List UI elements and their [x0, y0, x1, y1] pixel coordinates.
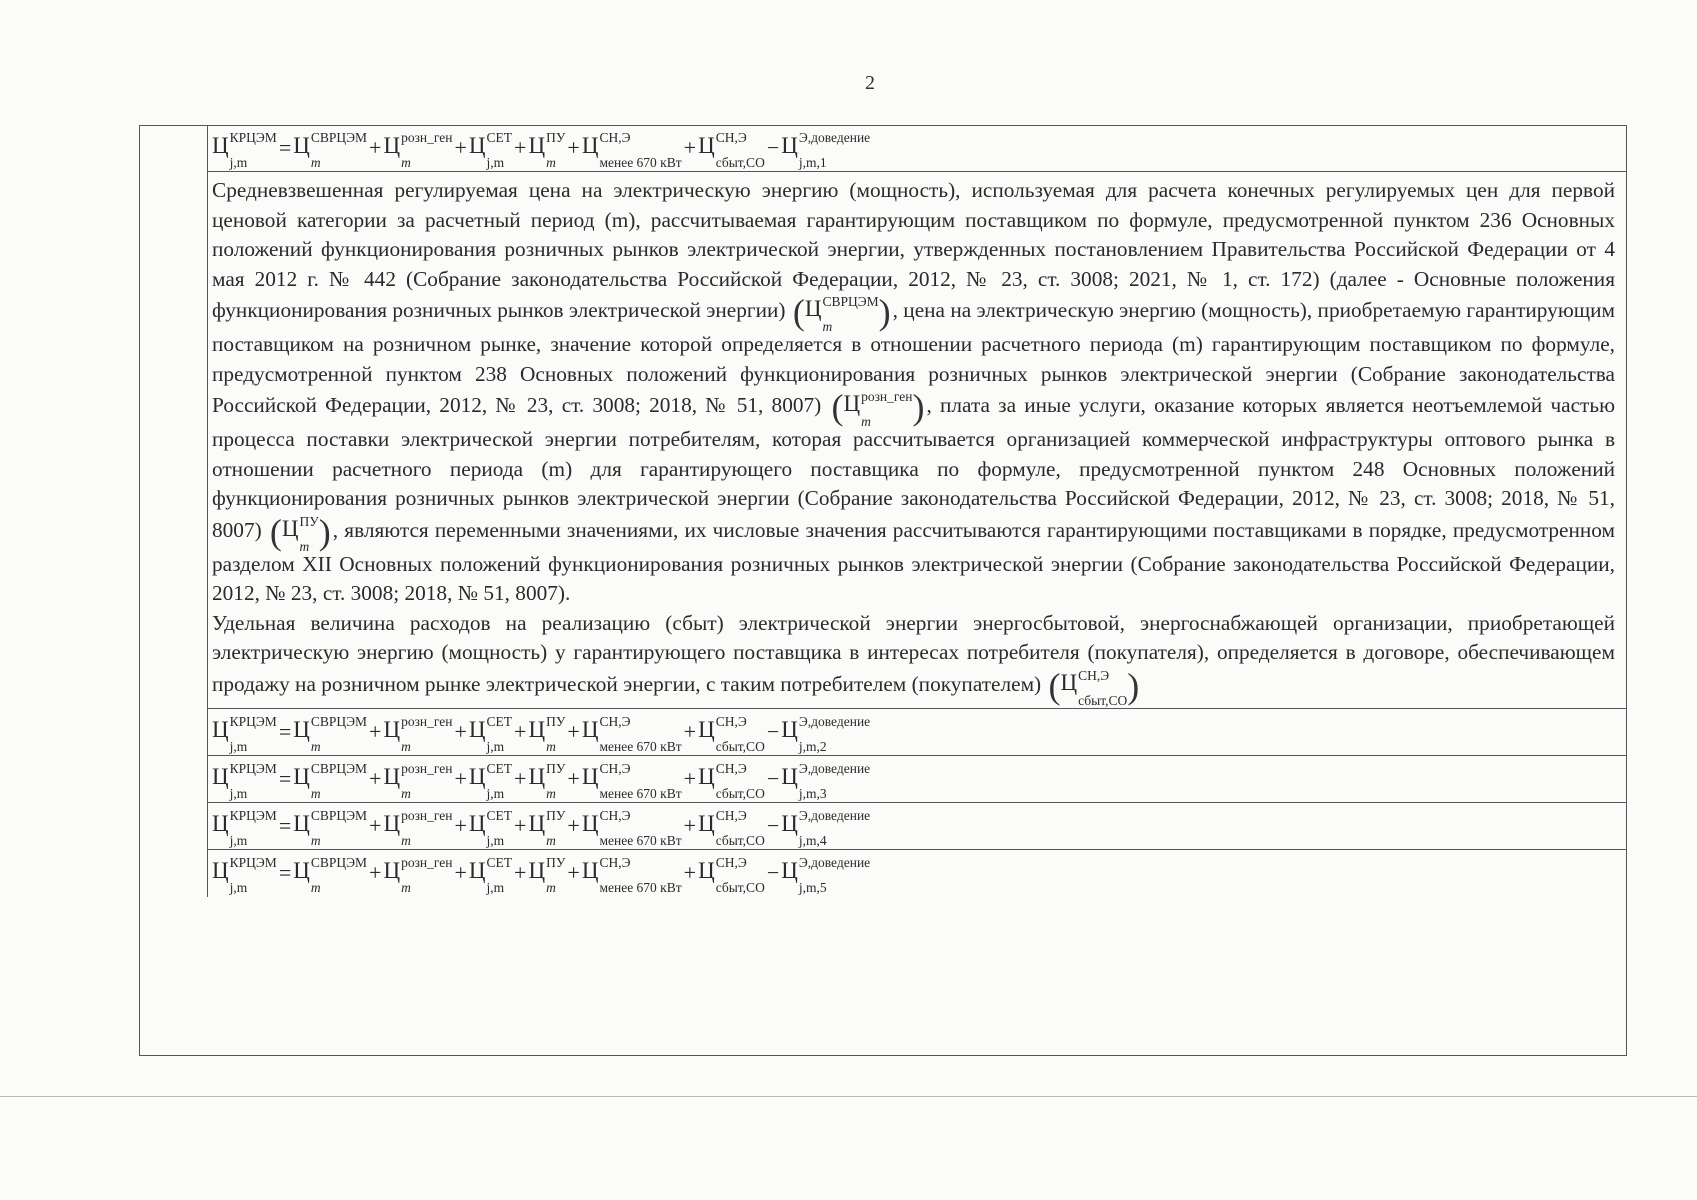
formula-term-set: Ц СЕТ j,m: [468, 807, 513, 848]
formula-term-svrcem: Ц СВРЦЭМ m: [293, 713, 368, 754]
formula-lhs: Ц КРЦЭМ j,m: [212, 713, 277, 754]
symbol-rozn-gen: (Ц розн_ген m ): [831, 387, 925, 429]
formula-term-sn-sbyt: Ц СН,Э сбыт,СО: [698, 855, 765, 895]
formula-row-3: [208, 756, 1627, 803]
formula-term-sn-670: Ц СН,Э менее 670 кВт: [581, 130, 682, 170]
description-paragraph-2: [212, 609, 1615, 708]
desc-text-c: , плата за иные услуги, оказание которых является неотъемлемой частью процесса поставки электрической энергии потребителям, которая рассчитывается организацией коммерческой инфраструктуры оптового рынка в отношении расчетного периода (m) для гарантирующего поставщика по формуле, предусмотренной пунктом 248 Основных положений функционирования розничных рынков электрической энергии (Собрание законодательства Российской Федерации, 2012, № 23, ст. 3008; 2018, № 51, 8007): [212, 392, 1615, 542]
formula-column: [207, 125, 1627, 897]
formula: Ц КРЦЭМ j,m = Ц СВРЦЭМ m + Ц розн_ген m + Ц СЕТ j,m + Ц ПУ m + Ц СН,Э менее 670 кВт + Ц СН,Э сбыт,СО − Ц Э,доведение j,m,5: [212, 855, 871, 895]
formula-term-set: Ц СЕТ j,m: [468, 713, 513, 754]
formula-term-rozn-gen: Ц розн_ген m: [383, 855, 453, 895]
formula-term-pu: Ц ПУ m: [528, 713, 566, 754]
symbol-svrcem: (Ц СВРЦЭМ m ): [792, 292, 891, 334]
formula-row-2: [208, 709, 1627, 756]
desc-text-p2: Удельная величина расходов на реализацию (сбыт) электрической энергии энергосбытовой, энергоснабжающей организации, приобретающей электрическую энергию (мощность) у гарантирующего поставщика в интересах потребителя (покупателя), определяется в договоре, обеспечивающем продажу на розничном рынке электрической энергии, с таким потребителем (покупателем): [212, 610, 1615, 696]
formula-term-rozn-gen: Ц розн_ген m: [383, 807, 453, 848]
desc-text-a: Средневзвешенная регулируемая цена на электрическую энергию (мощность), используемая для расчета конечных регулируемых цен для первой ценовой категории за расчетный период (m), рассчитываемая гарантирующим поставщиком по формуле, предусмотренной пунктом 236 Основных положений функционирования розничных рынков электрической энергии, утвержденных постановлением Правительства Российской Федерации от 4 мая 2012 г. № 442 (Собрание законодательства Российской Федерации, 2012, № 23, ст. 3008; 2021, № 1, ст. 172) (далее - Основные положения функционирования розничных рынков электрической энергии): [212, 178, 1615, 322]
formula: Ц КРЦЭМ j,m = Ц СВРЦЭМ m + Ц розн_ген m + Ц СЕТ j,m + Ц ПУ m + Ц СН,Э менее 670 кВт + Ц СН,Э сбыт,СО − Ц Э,доведение j,m,1: [212, 130, 871, 170]
formula-term-sn-670: Ц СН,Э менее 670 кВт: [581, 713, 682, 754]
formula: Ц КРЦЭМ j,m = Ц СВРЦЭМ m + Ц розн_ген m + Ц СЕТ j,m + Ц ПУ m + Ц СН,Э менее 670 кВт + Ц СН,Э сбыт,СО − Ц Э,доведение j,m,2: [212, 713, 871, 754]
formula-term-dovedenie: Ц Э,доведение j,m,3: [781, 760, 871, 801]
formula-row-1: [208, 125, 1627, 172]
symbol-sn-sbyt: (Ц СН,Э сбыт,СО ): [1048, 665, 1140, 708]
formula-term-svrcem: Ц СВРЦЭМ m: [293, 130, 368, 170]
formula-row-5: [208, 850, 1627, 897]
formula-term-dovedenie: Ц Э,доведение j,m,4: [781, 807, 871, 848]
formula-term-sn-sbyt: Ц СН,Э сбыт,СО: [698, 713, 765, 754]
formula-term-svrcem: Ц СВРЦЭМ m: [293, 855, 368, 895]
formula-term-rozn-gen: Ц розн_ген m: [383, 130, 453, 170]
formula-term-pu: Ц ПУ m: [528, 807, 566, 848]
formula: Ц КРЦЭМ j,m = Ц СВРЦЭМ m + Ц розн_ген m + Ц СЕТ j,m + Ц ПУ m + Ц СН,Э менее 670 кВт + Ц СН,Э сбыт,СО − Ц Э,доведение j,m,4: [212, 807, 871, 848]
formula-term-sn-sbyt: Ц СН,Э сбыт,СО: [698, 807, 765, 848]
page-number: 2: [865, 72, 875, 94]
formula-term-sn-670: Ц СН,Э менее 670 кВт: [581, 807, 682, 848]
formula-term-dovedenie: Ц Э,доведение j,m,1: [781, 130, 871, 170]
formula-term-set: Ц СЕТ j,m: [468, 760, 513, 801]
formula-lhs: Ц КРЦЭМ j,m: [212, 130, 277, 170]
formula: Ц КРЦЭМ j,m = Ц СВРЦЭМ m + Ц розн_ген m + Ц СЕТ j,m + Ц ПУ m + Ц СН,Э менее 670 кВт + Ц СН,Э сбыт,СО − Ц Э,доведение j,m,3: [212, 760, 871, 801]
formula-term-rozn-gen: Ц розн_ген m: [383, 713, 453, 754]
formula-term-sn-670: Ц СН,Э менее 670 кВт: [581, 760, 682, 801]
symbol-pu: (Ц ПУ m ): [269, 511, 331, 554]
formula-lhs: Ц КРЦЭМ j,m: [212, 807, 277, 848]
formula-term-pu: Ц ПУ m: [528, 855, 566, 895]
formula-term-svrcem: Ц СВРЦЭМ m: [293, 807, 368, 848]
formula-term-svrcem: Ц СВРЦЭМ m: [293, 760, 368, 801]
formula-lhs: Ц КРЦЭМ j,m: [212, 760, 277, 801]
description-paragraph-1: [212, 176, 1615, 609]
formula-term-sn-670: Ц СН,Э менее 670 кВт: [581, 855, 682, 895]
description-row: [208, 172, 1627, 709]
formula-term-pu: Ц ПУ m: [528, 130, 566, 170]
formula-term-set: Ц СЕТ j,m: [468, 130, 513, 170]
formula-term-dovedenie: Ц Э,доведение j,m,5: [781, 855, 871, 895]
desc-text-b: , цена на электрическую энергию (мощность), приобретаемую гарантирующим поставщиком на розничном рынке, значение которой определяется в отношении расчетного периода (m) гарантирующим поставщиком по формуле, предусмотренной пунктом 238 Основных положений функционирования розничных рынков электрической энергии (Собрание законодательства Российской Федерации, 2012, № 23, ст. 3008; 2018, № 51, 8007): [212, 297, 1616, 417]
formula-term-sn-sbyt: Ц СН,Э сбыт,СО: [698, 130, 765, 170]
formula-term-sn-sbyt: Ц СН,Э сбыт,СО: [698, 760, 765, 801]
formula-term-set: Ц СЕТ j,m: [468, 855, 513, 895]
formula-row-4: [208, 803, 1627, 850]
formula-term-rozn-gen: Ц розн_ген m: [383, 760, 453, 801]
formula-term-dovedenie: Ц Э,доведение j,m,2: [781, 713, 871, 754]
page-bottom-rule: [0, 1096, 1697, 1097]
formula-lhs: Ц КРЦЭМ j,m: [212, 855, 277, 895]
formula-term-pu: Ц ПУ m: [528, 760, 566, 801]
desc-text-d: , являются переменными значениями, их числовые значения рассчитываются гарантирующими поставщиками в порядке, предусмотренном разделом XII Основных положений функционирования розничных рынков электрической энергии (Собрание законодательства Российской Федерации, 2012, № 23, ст. 3008; 2018, № 51, 8007).: [212, 517, 1615, 605]
